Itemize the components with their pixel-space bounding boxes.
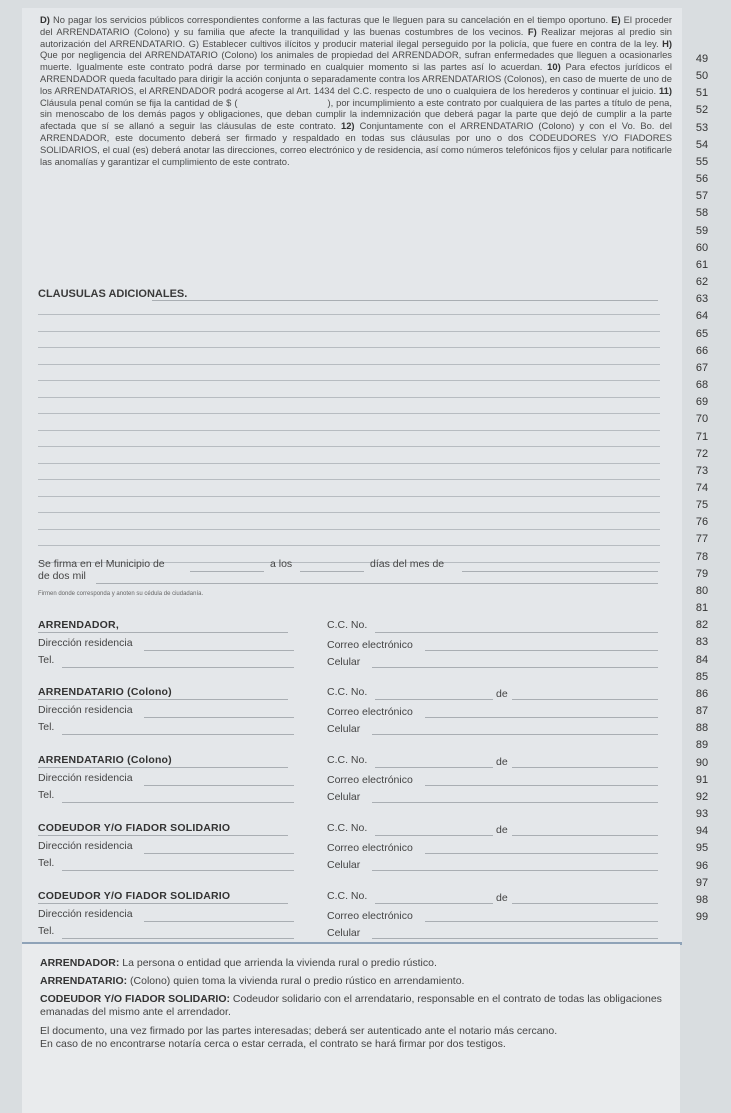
line-number: 87 (695, 705, 709, 718)
address-blank[interactable] (144, 853, 294, 854)
additional-clause-line[interactable] (38, 512, 660, 513)
cellphone-label: Celular (327, 723, 361, 735)
line-number: 77 (695, 533, 709, 546)
signature-line[interactable] (38, 835, 288, 836)
clause-11-text: Cláusula penal común se fija la cantidad de (40, 96, 224, 108)
id-number-blank[interactable] (375, 767, 493, 768)
id-number-blank-ext[interactable] (493, 632, 658, 633)
address-blank[interactable] (144, 785, 294, 786)
phone-label: Tel. (38, 789, 55, 801)
clause-11-rest: ), por incumplimiento a este contrato por cualquiera de las partes a título de pena, sin menoscabo de los demás pagos y obligaciones, que deban cumplir la indemnización que deberá pagar la parte que dejó de cumplir a la parte afectada que sí se allanó a seguir las cláusulas de este contrato. (40, 96, 672, 132)
line-number: 74 (695, 482, 709, 494)
email-blank[interactable] (425, 717, 658, 718)
signature-line[interactable] (38, 903, 288, 904)
line-number: 92 (695, 790, 709, 803)
line-number: 78 (695, 550, 709, 563)
signing-dias-label: días del mes de (370, 558, 445, 570)
additional-clause-line[interactable] (38, 545, 660, 546)
id-issued-label: de (496, 688, 508, 700)
line-number: 73 (695, 464, 709, 477)
cellphone-label: Celular (327, 791, 361, 803)
clause-h-label: H) (662, 37, 672, 49)
email-blank[interactable] (425, 853, 658, 854)
address-label: Dirección residencia (38, 840, 133, 852)
id-number-label: C.C. No. (327, 619, 368, 631)
clause-10-label: 10) (547, 61, 561, 73)
signing-a-los-label: a los (270, 558, 293, 570)
line-number: 50 (695, 70, 709, 83)
id-number-label: C.C. No. (327, 890, 368, 902)
email-label: Correo electrónico (327, 706, 413, 718)
glossary-arrendatario-def: (Colono) quien toma la vivienda rural o predio rústico en arrendamiento. (127, 975, 465, 987)
phone-blank[interactable] (62, 667, 294, 668)
additional-clause-line[interactable] (38, 380, 660, 381)
line-number: 60 (695, 241, 709, 254)
line-number: 94 (695, 825, 709, 838)
email-blank[interactable] (425, 785, 658, 786)
glossary-arrendatario (40, 975, 670, 988)
line-number: 55 (695, 155, 709, 168)
line-number: 88 (695, 722, 709, 735)
line-number: 82 (695, 619, 709, 632)
glossary-arrendador-term: ARRENDADOR: (40, 957, 120, 969)
line-number: 53 (695, 121, 709, 134)
line-number: 72 (695, 447, 709, 460)
year-blank (96, 583, 658, 584)
line-number: 85 (695, 670, 709, 683)
additional-clause-line[interactable] (38, 463, 660, 464)
line-number: 93 (695, 808, 709, 821)
address-label: Dirección residencia (38, 704, 133, 716)
clause-f-text: Realizar mejoras al predio sin autorización del ARRENDATARIO. G) Establecer cultivos ilícitos y producir material ilegal perseguido por la policía, que fuere en contra de la ley. (40, 25, 672, 49)
additional-clause-line[interactable] (38, 314, 660, 315)
line-number: 68 (695, 379, 709, 392)
address-blank[interactable] (144, 650, 294, 651)
cellphone-blank[interactable] (372, 734, 658, 735)
party-role-label: ARRENDATARIO (Colono) (38, 754, 172, 766)
cellphone-blank[interactable] (372, 938, 658, 939)
signature-line[interactable] (38, 699, 288, 700)
cellphone-blank[interactable] (372, 870, 658, 871)
clause-e-text: El proceder del ARRENDATARIO (Colono) y su familia que afecte la tranquilidad y las buenas costumbres de los vecinos. (40, 14, 673, 37)
additional-clause-line[interactable] (38, 430, 660, 431)
id-issued-blank[interactable] (512, 699, 658, 700)
additional-clause-line[interactable] (38, 413, 660, 414)
address-blank[interactable] (144, 717, 294, 718)
party-role-label: CODEUDOR Y/O FIADOR SOLIDARIO (38, 822, 231, 834)
signature-line[interactable] (38, 767, 288, 768)
line-number: 96 (695, 859, 709, 872)
id-issued-label: de (496, 756, 508, 768)
email-label: Correo electrónico (327, 910, 413, 922)
id-number-label: C.C. No. (327, 686, 368, 698)
line-number: 90 (695, 756, 709, 769)
signing-municipio-label: Se firma en el Municipio de (38, 558, 165, 570)
id-number-label: C.C. No. (327, 822, 368, 834)
id-number-blank[interactable] (375, 699, 493, 700)
phone-label: Tel. (38, 721, 55, 733)
id-number-label: C.C. No. (327, 754, 368, 766)
clause-e-label: E) (611, 14, 621, 25)
phone-blank[interactable] (62, 802, 294, 803)
additional-clause-line[interactable] (38, 331, 660, 332)
email-label: Correo electrónico (327, 774, 413, 786)
additional-clause-line[interactable] (38, 397, 660, 398)
month-blank (462, 571, 658, 572)
line-number: 80 (695, 584, 709, 597)
id-issued-label: de (496, 892, 508, 904)
additional-clause-line[interactable] (38, 446, 660, 447)
party-role-label: ARRENDADOR, (38, 619, 119, 631)
cellphone-blank[interactable] (372, 667, 658, 668)
cellphone-label: Celular (327, 927, 361, 939)
line-number: 89 (695, 739, 709, 752)
line-number: 97 (695, 876, 709, 889)
additional-clause-line[interactable] (38, 529, 660, 530)
line-number: 91 (695, 773, 709, 786)
clause-12-text: Conjuntamente con el ARRENDATARIO (Colono) y con el Vo. Bo. del ARRENDADOR, este documento deberá ser firmado y respaldado en todas sus cláusulas por uno o dos CODEUDORES Y/O FIADORES SOLIDARIOS, el cual (es) deberá anotar las direcciones, correo electrónico y de residencia, así como números telefónicos fijos y celular para notificarle las anomalías y garantizar el cumplimiento de este contrato. (40, 120, 672, 167)
notary-note: El documento, una vez firmado por las partes interesadas; deberá ser autenticado ante el notario más cercano. (40, 1025, 558, 1037)
additional-clauses-heading: CLAUSULAS ADICIONALES. (38, 288, 188, 300)
glossary-codeudor-term: CODEUDOR Y/O FIADOR SOLIDARIO: (40, 993, 230, 1005)
line-number: 75 (695, 499, 709, 512)
clause-d-label: D) (40, 14, 50, 25)
id-issued-blank[interactable] (512, 835, 658, 836)
id-issued-blank[interactable] (512, 903, 658, 904)
clause-f-label: F) (527, 25, 537, 37)
party-role-label: ARRENDATARIO (Colono) (38, 686, 172, 698)
contract-clauses (40, 14, 672, 167)
line-number: 59 (695, 224, 709, 237)
line-number: 52 (695, 104, 709, 117)
line-number: 69 (695, 396, 709, 409)
witness-note: En caso de no encontrarse notaría cerca o estar cerrada, el contrato se hará firmar por dos testigos. (40, 1038, 506, 1050)
day-blank (300, 571, 364, 572)
clause-10-text: Para efectos jurídicos el ARRENDADOR queda facultado para dirigir la acción conjunta o separadamente contra los ARRENDATARIOS (Colonos), en caso de muerte de uno de los ARRENDATARIOS, el ARRENDADOR podrá acogerse al Art. 1434 del C.C. respecto de uno o cualquiera de los herederos y continuar el juicio. (40, 61, 672, 96)
line-number: 61 (695, 258, 709, 271)
line-number: 49 (695, 53, 709, 65)
line-number: 84 (695, 653, 709, 666)
id-issued-label: de (496, 824, 508, 836)
email-blank[interactable] (425, 650, 658, 651)
penalty-amount-blank: $ ( (226, 96, 238, 108)
id-number-blank[interactable] (375, 835, 493, 836)
address-blank[interactable] (144, 921, 294, 922)
signing-instruction-note: Firmen donde corresponda y anoten su cédula de ciudadanía. (38, 591, 204, 597)
glossary-arrendatario-term: ARRENDATARIO: (40, 975, 128, 987)
cellphone-label: Celular (327, 859, 361, 871)
line-number: 81 (695, 602, 709, 615)
line-number: 56 (695, 173, 709, 186)
line-number: 63 (695, 293, 709, 306)
glossary-arrendador (40, 957, 670, 970)
line-number: 71 (695, 430, 709, 443)
line-number: 58 (695, 207, 709, 220)
address-label: Dirección residencia (38, 637, 133, 649)
signature-line[interactable] (38, 632, 288, 633)
id-number-blank[interactable] (375, 632, 493, 633)
line-number: 54 (695, 138, 709, 151)
line-number: 66 (695, 344, 709, 357)
clause-11-label: 11) (658, 84, 672, 96)
glossary-codeudor (40, 993, 670, 1019)
glossary-arrendador-def: La persona o entidad que arrienda la vivienda rural o predio rústico. (119, 957, 437, 969)
party-role-label: CODEUDOR Y/O FIADOR SOLIDARIO (38, 890, 231, 902)
additional-clause-line[interactable] (38, 364, 660, 365)
additional-clause-line[interactable] (38, 347, 660, 348)
id-issued-blank[interactable] (512, 767, 658, 768)
glossary-codeudor-def: Codeudor solidario con el arrendatario, responsable en el contrato de todas las obligaciones emanadas del mismo ante el arrendador. (40, 993, 662, 1018)
line-number: 79 (695, 567, 709, 580)
id-number-blank[interactable] (375, 903, 493, 904)
line-number: 51 (695, 87, 709, 100)
clause-h-text: Que por negligencia del ARRENDATARIO (Colono) los animales de propiedad del ARRENDADOR, sufran enfermedades que lleguen a ocasionarles muerte. Igualmente este contrato podrá darse por terminado en cualquier momento si las partes así lo acuerdan. (40, 49, 672, 73)
line-number: 83 (695, 636, 709, 649)
cellphone-blank[interactable] (372, 802, 658, 803)
line-number: 86 (695, 687, 709, 700)
line-number: 95 (695, 842, 709, 855)
phone-blank[interactable] (62, 938, 294, 939)
line-number: 76 (695, 516, 709, 529)
email-blank[interactable] (425, 921, 658, 922)
phone-label: Tel. (38, 857, 55, 869)
email-label: Correo electrónico (327, 639, 413, 651)
line-number: 99 (695, 911, 709, 923)
additional-clause-line[interactable] (38, 479, 660, 480)
phone-label: Tel. (38, 925, 55, 937)
phone-label: Tel. (38, 654, 55, 666)
clause-d-text: No pagar los servicios públicos correspondientes conforme a las facturas que le lleguen para su cancelación en el tiempo oportuno. (49, 14, 612, 25)
address-label: Dirección residencia (38, 908, 133, 920)
cellphone-label: Celular (327, 656, 361, 668)
line-number: 64 (695, 310, 709, 323)
line-number: 98 (695, 893, 709, 906)
line-number: 67 (695, 361, 709, 374)
additional-clause-line[interactable] (38, 496, 660, 497)
line-number: 62 (695, 276, 709, 289)
line-number: 65 (695, 327, 709, 340)
line-number: 70 (695, 413, 709, 426)
signing-year-label: de dos mil (38, 570, 86, 582)
phone-blank[interactable] (62, 870, 294, 871)
address-label: Dirección residencia (38, 772, 133, 784)
clause-12-label: 12) (341, 120, 355, 132)
email-label: Correo electrónico (327, 842, 413, 854)
municipio-blank (190, 571, 264, 572)
line-number: 57 (695, 190, 709, 203)
additional-clause-line[interactable] (152, 300, 658, 301)
phone-blank[interactable] (62, 734, 294, 735)
